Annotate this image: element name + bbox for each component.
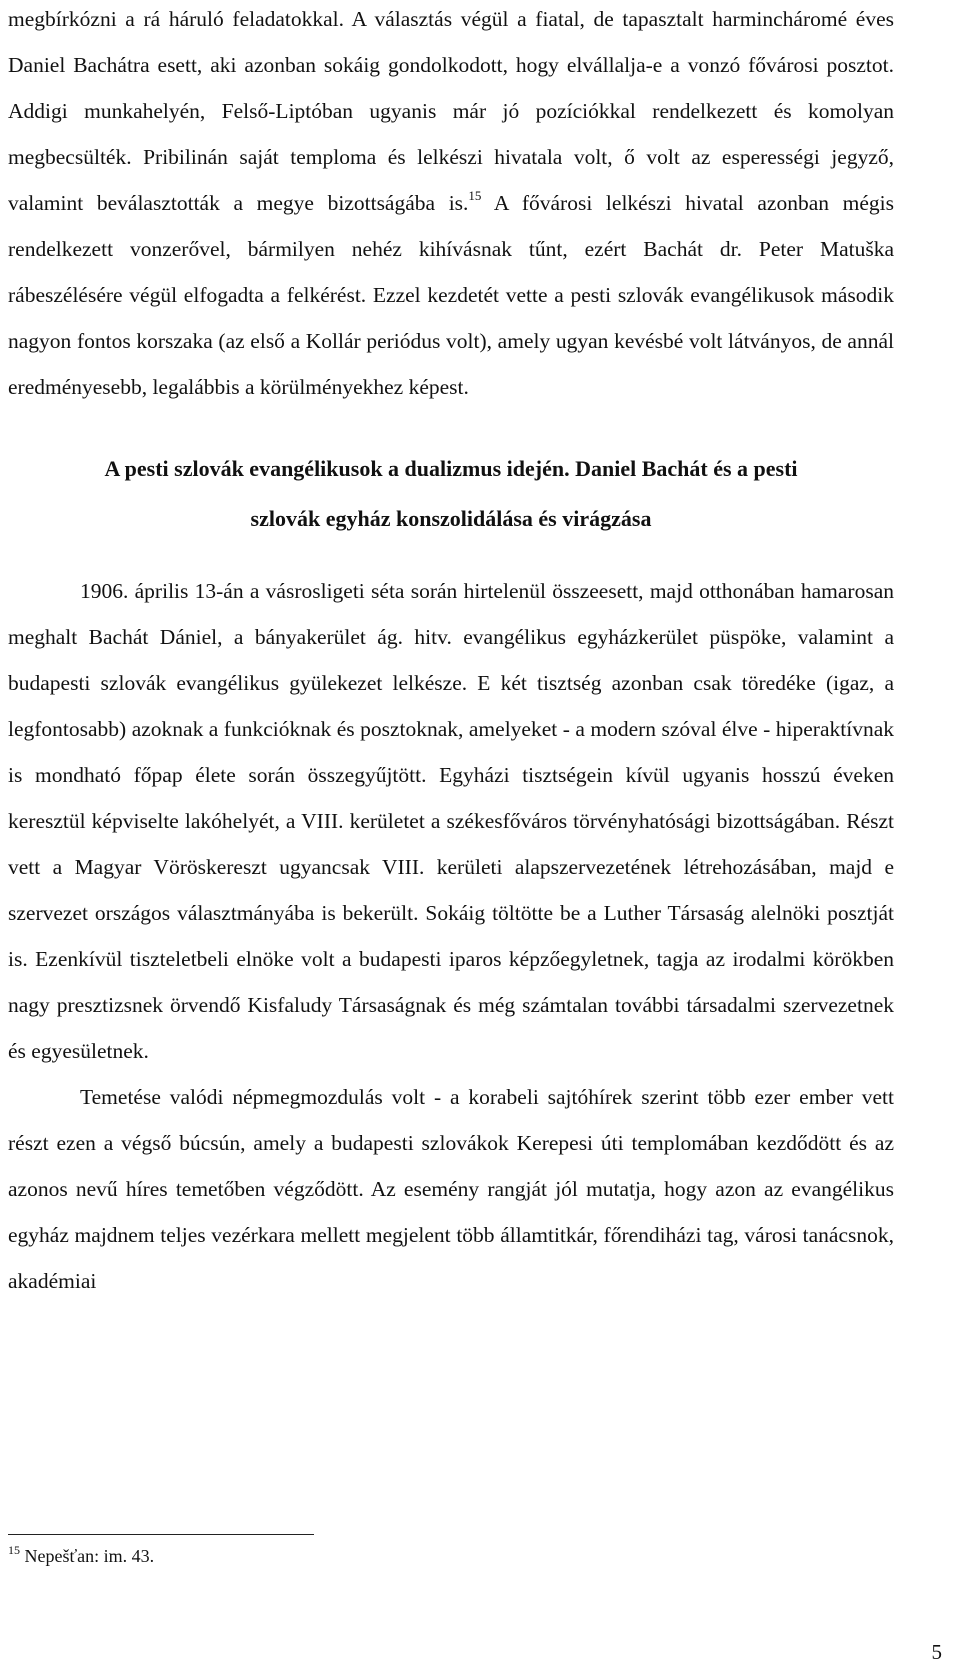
paragraph-3: Temetése valódi népmegmozdulás volt - a korabeli sajtóhírek szerint több ezer ember vett részt ezen a végső búcsún, amely a budapesti szlovákok Kerepesi úti templomában kezdődött és az azonos nevű híres temetőben végződött. Az esemény rangját jól mutatja, hogy azon az evangélikus egyház majdnem teljes vezérkara mellett megjelent több államtitkár, főrendiházi tag, városi tanácsnok, akadémiai xyxy=(8,1085,894,1293)
footnote-divider xyxy=(8,1534,314,1535)
section-heading-line-1: A pesti szlovák evangélikusok a dualizmus idején. Daniel Bachát és a pesti xyxy=(104,456,798,481)
footnote-reference-15[interactable]: 15 xyxy=(468,188,482,203)
paragraph-1 xyxy=(8,0,894,410)
footnote xyxy=(8,1544,154,1568)
section-heading xyxy=(8,444,894,544)
paragraph-2: 1906. április 13-án a vásrosligeti séta során hirtelenül összeesett, majd otthonában hamarosan meghalt Bachát Dániel, a bányakerület ág. hitv. evangélikus egyházkerület püspöke, valamint a budapesti szlovák evangélikus gyülekezet lelkésze. E két tisztség azonban csak töredéke (igaz, a legfontosabb) azoknak a funkcióknak és posztoknak, amelyeket - a modern szóval élve - hiperaktívnak is mondható főpap élete során összegyűjtött. Egyházi tisztségein kívül ugyanis hosszú éveken keresztül képviselte lakóhelyét, a VIII. kerületet a székesfőváros törvényhatósági bizottságában. Részt vett a Magyar Vöröskereszt ugyancsak VIII. kerületi alapszervezetének létrehozásában, majd e szervezet országos választmányába is bekerült. Sokáig töltötte be a Luther Társaság alelnöki posztját is. Ezenkívül tiszteletbeli elnöke volt a budapesti iparos képzőegyletnek, tagja az irodalmi körökben nagy presztizsnek örvendő Kisfaludy Társaságnak és még számtalan további társadalmi szervezetnek és egyesületnek. xyxy=(8,579,894,1063)
page-number: 5 xyxy=(931,1640,942,1664)
section-heading-line-2: szlovák egyház konszolidálása és virágzása xyxy=(250,506,652,531)
footnote-text: Nepešťan: im. 43. xyxy=(20,1546,155,1566)
paragraph-1-text-a: megbírkózni a rá háruló feladatokkal. A választás végül a fiatal, de tapasztalt harmincháromé éves Daniel Bachátra esett, aki azonban sokáig gondolkodott, hogy elvállalja-e a vonzó fővárosi posztot. Addigi munkahelyén, Felső-Liptóban ugyanis már jó pozíciókkal rendelkezett és komolyan megbecsülték. Pribilinán saját temploma és lelkészi hivatala volt, ő volt az esperességi jegyző, valamint beválasztották a megye bizottságába is. xyxy=(8,7,894,215)
paragraph-1-text-b: A fővárosi lelkészi hivatal azonban mégis rendelkezett vonzerővel, bármilyen nehéz kihívásnak tűnt, ezért Bachát dr. Peter Matuška rábeszélésére végül elfogadta a felkérést. Ezzel kezdetét vette a pesti szlovák evangélikusok második nagyon fontos korszaka (az első a Kollár periódus volt), amely ugyan kevésbé volt látványos, de annál eredményesebb, legalábbis a körülményekhez képest. xyxy=(8,191,895,399)
footnote-number: 15 xyxy=(8,1543,20,1557)
document-page xyxy=(8,0,894,1304)
